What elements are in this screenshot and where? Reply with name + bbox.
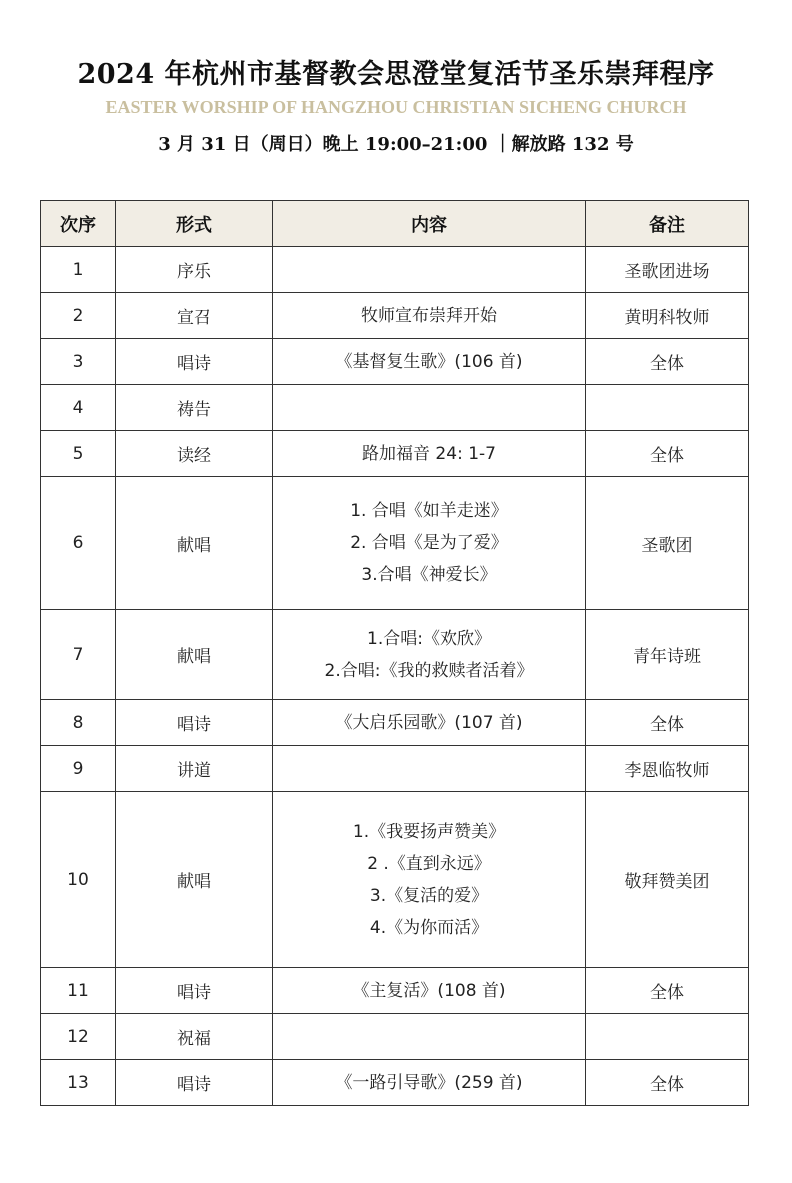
cell-order: 7 [41,610,116,700]
cell-note: 全体 [586,700,749,746]
content-line: 2. 合唱《是为了爱》 [350,533,508,553]
cell-note: 全体 [586,968,749,1014]
cell-note: 黄明科牧师 [586,293,749,339]
page-title: 2024 年杭州市基督教会思澄堂复活节圣乐崇拜程序 [77,59,715,90]
cell-form: 献唱 [116,610,273,700]
table-body [41,247,749,1106]
column-header-content: 内容 [273,201,586,247]
content-line: 牧师宣布崇拜开始 [361,305,497,326]
content-line: 《大启乐园歌》(107 首) [335,712,523,733]
cell-order: 4 [41,385,116,431]
table-row [41,293,749,339]
table-row [41,792,749,968]
cell-content [273,610,586,700]
cell-note: 圣歌团 [586,477,749,610]
cell-content [273,431,586,477]
cell-form: 唱诗 [116,968,273,1014]
cell-content [273,385,586,431]
cell-content [273,477,586,610]
table-row [41,746,749,792]
cell-note: 圣歌团进场 [586,247,749,293]
table-row [41,247,749,293]
cell-order: 3 [41,339,116,385]
cell-note: 青年诗班 [586,610,749,700]
cell-content [273,1014,586,1060]
cell-form: 宣召 [116,293,273,339]
cell-form: 唱诗 [116,700,273,746]
table-row [41,385,749,431]
cell-content [273,700,586,746]
table-row [41,339,749,385]
content-line: 2 .《直到永远》 [367,853,491,874]
content-line: 《一路引导歌》(259 首) [335,1072,523,1093]
cell-order: 6 [41,477,116,610]
cell-form: 祝福 [116,1014,273,1060]
cell-content [273,247,586,293]
cell-order: 13 [41,1060,116,1106]
cell-note [586,385,749,431]
cell-form: 讲道 [116,746,273,792]
content-line: 4.《为你而活》 [369,917,489,938]
english-subtitle: EASTER WORSHIP OF HANGZHOU CHRISTIAN SICHENG CHURCH [105,97,687,117]
cell-form: 献唱 [116,477,273,610]
cell-note: 全体 [586,1060,749,1106]
cell-form: 献唱 [116,792,273,968]
content-line: 《主复活》(108 首) [352,980,506,1001]
cell-note: 敬拜赞美团 [586,792,749,968]
table-header-row [41,201,749,247]
table-row [41,431,749,477]
column-header-note: 备注 [586,201,749,247]
cell-form: 读经 [116,431,273,477]
table-row [41,968,749,1014]
cell-form: 祷告 [116,385,273,431]
content-line: 3.合唱《神爱长》 [361,565,497,585]
cell-order: 11 [41,968,116,1014]
cell-order: 12 [41,1014,116,1060]
content-line: 路加福音 24: 1-7 [362,443,496,464]
cell-order: 8 [41,700,116,746]
program-table [40,200,749,1106]
cell-content [273,339,586,385]
cell-order: 9 [41,746,116,792]
content-line: 《基督复生歌》(106 首) [335,351,523,372]
cell-content [273,293,586,339]
cell-note: 李恩临牧师 [586,746,749,792]
cell-order: 10 [41,792,116,968]
cell-content [273,1060,586,1106]
date-location-line: 3 月 31 日（周日）晚上 19:00–21:00 ｜解放路 132 号 [158,134,634,155]
table-row [41,700,749,746]
column-header-order: 次序 [41,201,116,247]
cell-note [586,1014,749,1060]
cell-form: 唱诗 [116,1060,273,1106]
cell-form: 序乐 [116,247,273,293]
content-line: 1.合唱:《欢欣》 [367,628,491,649]
cell-order: 5 [41,431,116,477]
cell-content [273,792,586,968]
content-line: 1.《我要扬声赞美》 [352,821,506,842]
table-row [41,477,749,610]
content-line: 1. 合唱《如羊走迷》 [350,501,508,521]
cell-content [273,968,586,1014]
cell-order: 2 [41,293,116,339]
table-row [41,610,749,700]
content-line: 2.合唱:《我的救赎者活着》 [324,660,534,681]
table-row [41,1060,749,1106]
cell-form: 唱诗 [116,339,273,385]
cell-note: 全体 [586,431,749,477]
cell-order: 1 [41,247,116,293]
column-header-form: 形式 [116,201,273,247]
cell-note: 全体 [586,339,749,385]
content-line: 3.《复活的爱》 [369,885,489,906]
table-row [41,1014,749,1060]
cell-content [273,746,586,792]
